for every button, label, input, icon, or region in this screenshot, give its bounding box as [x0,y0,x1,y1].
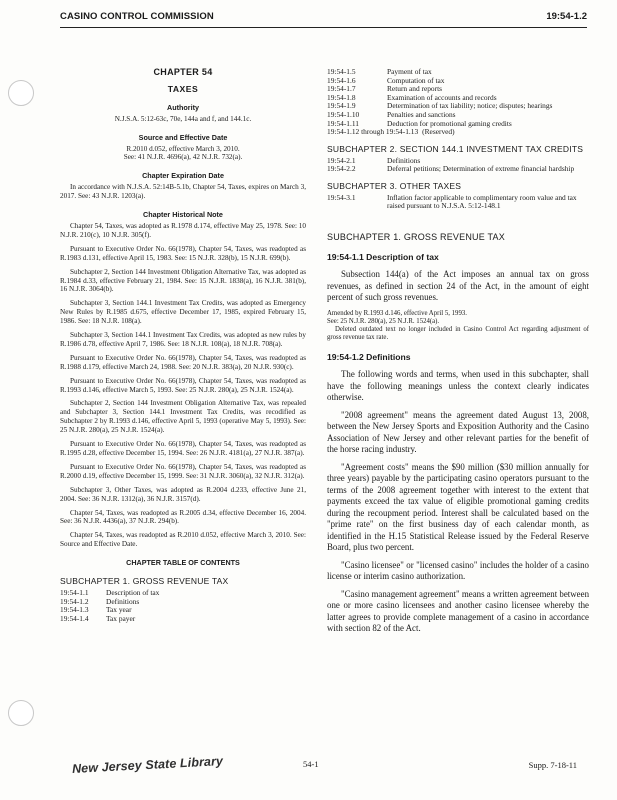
history-note: Pursuant to Executive Order No. 66(1978), Chapter 54, Taxes, was readopted as R.1988 d.179, effective March 24, 1988. See: 20 N.J.R. 383(a), 20 N.J.R. 930(c). [60,353,306,371]
history-notes [60,222,306,549]
toc-section-number: 19:54-1.6 [327,75,356,85]
history-note: Subchapter 3, Section 144.1 Investment Tax Credits, was adopted as new rules by R.1986 d.78, effective April 7, 1986. See: 18 N.J.R. 108(a), 18 N.J.R. 708(a). [60,331,306,348]
toc-entry[interactable] [327,102,589,111]
toc-section-title: Definitions [106,596,140,606]
authority-text: N.J.S.A. 5:12-63c, 70e, 144a and f, and 144.1c. [114,114,252,123]
library-stamp: New Jersey State Library [71,754,224,776]
authority-heading: Authority [167,102,199,112]
punch-hole [8,80,34,106]
toc-entry[interactable] [327,77,589,86]
section-paragraph: The following words and terms, when used in this subchapter, shall have the following meanings unless the context clearly indicates otherwise. [327,369,589,403]
toc-section-number: 19:54-2.1 [327,155,356,165]
toc-section-number: 19:54-2.2 [327,164,356,174]
toc-list [327,68,589,137]
history-note: Subchapter 2, Section 144 Investment Obligation Alternative Tax, was adopted as R.1984 d.33, effective February 21, 1984. See: 15 N.J.R. 1838(a), 16 N.J.R. 381(b), 16 N.J.R. 3064(b). [60,267,306,294]
toc-entry[interactable] [60,606,306,615]
definition: "Casino management agreement" means a written agreement between one or more casino licensees and another casino licensee whereby the latter agrees to provide complete management of a casino in accordance with section 82 of the Act. [327,588,590,634]
toc-section-title: Description of tax [106,587,160,597]
toc-section-title: Examination of accounts and records [387,92,497,102]
toc-entry[interactable] [327,165,589,174]
section-body [327,252,589,304]
history-note: Pursuant to Executive Order No. 66(1978), Chapter 54, Taxes, was readopted as R.1983 d.131, effective April 15, 1983. See: 15 N.J.R. 328(b), 15 N.J.R. 699(b). [60,244,306,262]
toc-subchapter-heading: SUBCHAPTER 1. GROSS REVENUE TAX [60,576,229,587]
chapter-number: CHAPTER 54 [153,67,213,77]
expiration-heading: Chapter Expiration Date [142,171,224,181]
history-note: Pursuant to Executive Order No. 66(1978), Chapter 54, Taxes, was readopted as R.1995 d.28, effective December 15, 1994. See: 26 N.J.R. 4181(a), 27 N.J.R. 387(a). [60,440,306,457]
section-heading: 19:54-1.2 Definitions [327,351,411,362]
toc-entry[interactable] [327,68,589,77]
toc-section-number: 19:54-1.9 [327,101,356,111]
toc-section-title: Determination of tax liability; notice; disputes; hearings [387,101,553,111]
toc-entry[interactable] [60,589,306,598]
toc-section-number: 19:54-1.11 [327,118,359,128]
toc-section-title: Computation of tax [387,75,445,85]
toc-list [60,589,306,623]
page-number: 54-1 [303,759,319,769]
left-column [60,68,306,623]
toc-heading: CHAPTER TABLE OF CONTENTS [126,558,240,568]
section-body [327,352,589,635]
amendment-line: Deleted outdated text no longer included in Casino Control Act regarding adjustment of gross revenue tax rate. [327,325,589,341]
subchapter-heading: SUBCHAPTER 1. GROSS REVENUE TAX [327,231,505,242]
amendment-note [327,310,589,342]
punch-hole [8,700,34,726]
toc-section-title: Penalties and sanctions [387,109,456,119]
header-section-number: 19:54-1.2 [546,11,587,22]
amendment-line: See: 25 N.J.R. 280(a), 25 N.J.R. 1524(a). [327,317,440,325]
toc-section-title: Deduction for promotional gaming credits [387,118,512,128]
toc-entry[interactable] [60,598,306,607]
toc-section-number: 19:54-1.12 through 19:54-1.13 [327,127,419,137]
source-line: See: 41 N.J.R. 4696(a), 42 N.J.R. 732(a). [123,153,243,162]
toc-section-title: Deferral petitions; Determination of extreme financial hardship [387,164,575,174]
definition: "Agreement costs" means the $90 million ($30 million annually for three years) payable by the participating casino operators pursuant to the terms of the 2008 agreement together with interest to the extent that payments exceed the tax value of eligible promotional gaming credits during the recoupment period. Interest shall be calculated based on the "prime rate" on the first business day of each calendar month, as identified in the H.15 Statistical Release issued by the Federal Reserve Board, plus two percent. [327,461,589,553]
toc-section-number: 19:54-1.7 [327,84,356,94]
toc-section-title: Tax year [106,605,132,615]
toc-section-title: Definitions [387,155,421,165]
definition: "2008 agreement" means the agreement dated August 13, 2008, between the New Jersey Sports and Exposition Authority and the Casino Association of New Jersey and other relevant parties for the benefit of the horse racing industry. [327,409,589,455]
history-note: Chapter 54, Taxes, was readopted as R.2005 d.34, effective December 16, 2004. See: 36 N.J.R. 4436(a), 37 N.J.R. 294(b). [60,508,306,526]
toc-entry[interactable] [327,194,589,211]
toc-list [327,157,589,174]
toc-subchapter-heading: SUBCHAPTER 3. OTHER TAXES [327,180,462,191]
toc-section-number: 19:54-1.10 [327,109,360,119]
toc-section-title: Payment of tax [387,67,432,76]
header-title: CASINO CONTROL COMMISSION [60,11,214,22]
history-note: Subchapter 2, Section 144 Investment Obligation Alternative Tax, was repealed and Subchapter 3, Section 144.1 Investment Tax Credits, was recodified as Subchapter 2 by R.1993 d.146, effective April 5, 1993 (operative May 5, 1993). See: 25 N.J.R. 280(a), 25 N.J.R. 1524(a). [60,399,306,435]
toc-section-number: 19:54-3.1 [327,192,356,202]
expiration-text: In accordance with N.J.S.A. 52:14B-5.1b, Chapter 54, Taxes, expires on March 3, 2017. See: 43 N.J.R. 1203(a). [60,183,306,201]
amendment-line: Amended by R.1993 d.146, effective April 5, 1993. [327,309,467,317]
supplement-date: Supp. 7-18-11 [528,760,577,770]
toc-entry[interactable] [327,128,589,137]
source-heading: Source and Effective Date [138,132,228,142]
toc-section-title: Tax payer [106,613,136,623]
history-note: Subchapter 3, Other Taxes, was adopted as R.2004 d.233, effective June 21, 2004. See: 36 N.J.R. 1312(a), 36 N.J.R. 3157(d). [60,485,306,503]
toc-list [327,194,589,211]
toc-section-number: 19:54-1.1 [60,587,89,597]
toc-entry[interactable] [60,615,306,624]
history-heading: Chapter Historical Note [143,210,223,220]
toc-section-number: 19:54-1.5 [327,67,356,76]
history-note: Pursuant to Executive Order No. 66(1978), Chapter 54, Taxes, was readopted as R.1993 d.146, effective March 5, 1993. See: 25 N.J.R. 280(a), 25 N.J.R. 1524(a). [60,376,306,394]
toc-section-number: 19:54-1.3 [60,605,89,615]
definition: "Casino licensee" or "licensed casino" includes the holder of a casino license or interim casino authorization. [327,559,589,582]
section-paragraph: Subsection 144(a) of the Act imposes an annual tax on gross revenues, as defined in section 24 of the Act, in the amount of eight percent of such gross revenues. [327,269,589,303]
chapter-title: TAXES [167,83,199,94]
toc-section-title: (Reserved) [422,127,455,137]
toc-section-title: Inflation factor applicable to complimentary room value and tax raised pursuant to N.J.S.A. 5:12-148.1 [387,192,577,211]
right-column [327,68,589,635]
history-note: Subchapter 3, Section 144.1 Investment Tax Credits, was adopted as Emergency New Rules by R.1985 d.675, effective December 17, 1985, expired February 15, 1986. See: 18 N.J.R. 108(a). [60,299,306,326]
running-header [60,6,587,28]
toc-subchapter-heading: SUBCHAPTER 2. SECTION 144.1 INVESTMENT TAX CREDITS [327,143,584,154]
toc-section-number: 19:54-1.2 [60,596,89,606]
toc-section-number: 19:54-1.8 [327,92,356,102]
toc-section-number: 19:54-1.4 [60,613,89,623]
history-note: Chapter 54, Taxes, was readopted as R.2010 d.052, effective March 3, 2010. See: Source and Effective Date. [60,531,306,549]
source-line: R.2010 d.052, effective March 3, 2010. [126,144,240,153]
toc-section-title: Return and reports [387,84,443,94]
history-note: Pursuant to Executive Order No. 66(1978), Chapter 54, Taxes, was readopted as R.2000 d.19, effective December 15, 1999. See: 31 N.J.R. 3060(a), 32 N.J.R. 312(a). [60,462,306,480]
section-heading: 19:54-1.1 Description of tax [327,251,439,262]
history-note: Chapter 54, Taxes, was adopted as R.1978 d.174, effective May 25, 1978. See: 10 N.J.R. 210(c), 10 N.J.R. 305(f). [60,221,306,239]
